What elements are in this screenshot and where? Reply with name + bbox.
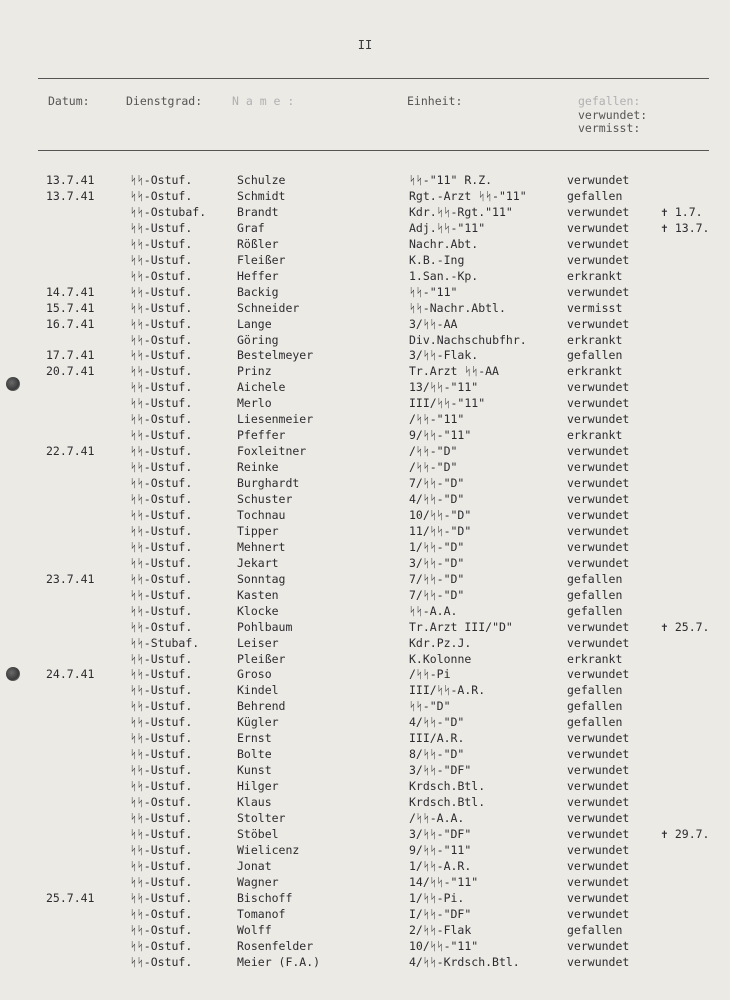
table-row xyxy=(0,285,730,300)
table-row xyxy=(0,253,730,268)
entry-status: erkrankt xyxy=(567,428,623,443)
entry-unit: III/A.R. xyxy=(409,731,465,746)
table-row xyxy=(0,237,730,252)
entry-status: verwundet xyxy=(567,252,630,267)
entry-rank: ᛋᛋ-Ostuf. xyxy=(130,938,193,953)
entry-rank: ᛋᛋ-Ostuf. xyxy=(130,906,193,921)
header-name: N a m e : xyxy=(232,94,295,108)
entry-unit: 3/ᛋᛋ-"DF" xyxy=(409,763,472,778)
entry-name: Backig xyxy=(237,284,279,299)
entry-rank: ᛋᛋ-Ustuf. xyxy=(130,348,193,363)
table-row xyxy=(0,859,730,874)
entry-rank: ᛋᛋ-Ustuf. xyxy=(130,731,193,746)
entry-unit: 4/ᛋᛋ-"D" xyxy=(409,492,465,506)
entry-name: Wielicenz xyxy=(237,842,300,857)
entry-unit: Tr.Arzt ᛋᛋ-AA xyxy=(409,364,499,379)
entry-name: Lange xyxy=(237,316,272,331)
entry-unit: 3/ᛋᛋ-"DF" xyxy=(409,826,472,841)
table-row xyxy=(0,763,730,778)
header-gefallen: gefallen: xyxy=(578,94,641,108)
entry-rank: ᛋᛋ-Ustuf. xyxy=(130,460,193,475)
table-row xyxy=(0,667,730,682)
entry-name: Schneider xyxy=(237,300,300,315)
entry-status: erkrankt xyxy=(567,332,623,347)
entry-name: Rößler xyxy=(237,236,279,251)
entry-unit: Kdr.Pz.J. xyxy=(409,635,472,650)
entry-status: verwundet xyxy=(567,444,630,459)
entry-unit: Rgt.-Arzt ᛋᛋ-"11" xyxy=(409,188,527,203)
entry-unit: I/ᛋᛋ-"DF" xyxy=(409,906,472,921)
entry-rank: ᛋᛋ-Ustuf. xyxy=(130,874,193,889)
entry-name: Kunst xyxy=(237,763,272,778)
entry-rank: ᛋᛋ-Ustuf. xyxy=(130,364,193,379)
entry-name: Fleißer xyxy=(237,252,286,267)
entry-unit: 1.San.-Kp. xyxy=(409,268,479,283)
entry-status: gefallen xyxy=(567,683,623,698)
entry-status: verwundet xyxy=(567,874,630,889)
entry-date: 22.7.41 xyxy=(46,444,95,459)
header-datum: Datum: xyxy=(48,94,90,108)
entry-unit: 9/ᛋᛋ-"11" xyxy=(409,842,472,857)
entry-status: verwundet xyxy=(567,906,630,921)
table-row xyxy=(0,556,730,571)
entry-rank: ᛋᛋ-Ustuf. xyxy=(130,811,193,825)
entry-unit: 1/ᛋᛋ-Pi. xyxy=(409,890,465,905)
entry-rank: ᛋᛋ-Ustuf. xyxy=(130,715,193,730)
entry-name: Kindel xyxy=(237,683,279,698)
entry-rank: ᛋᛋ-Ustuf. xyxy=(130,316,193,331)
entry-status: verwundet xyxy=(567,890,630,905)
entry-unit: III/ᛋᛋ-A.R. xyxy=(409,683,486,698)
entry-rank: ᛋᛋ-Ustuf. xyxy=(130,842,193,857)
table-row xyxy=(0,795,730,810)
entry-name: Jonat xyxy=(237,858,272,873)
entry-rank: ᛋᛋ-Ostuf. xyxy=(130,412,193,427)
entry-status: verwundet xyxy=(567,173,630,187)
entry-rank: ᛋᛋ-Ostuf. xyxy=(130,476,193,491)
table-row xyxy=(0,843,730,858)
entry-name: Göring xyxy=(237,332,279,347)
entry-unit: 10/ᛋᛋ-"11" xyxy=(409,938,479,953)
table-row xyxy=(0,604,730,619)
entry-status: verwundet xyxy=(567,826,630,841)
entry-name: Ernst xyxy=(237,731,272,746)
entry-rank: ᛋᛋ-Ostuf. xyxy=(130,922,193,937)
entry-name: Hilger xyxy=(237,779,279,794)
entry-status: verwundet xyxy=(567,539,630,554)
entry-rank: ᛋᛋ-Stubaf. xyxy=(130,635,200,650)
entry-name: Meier (F.A.) xyxy=(237,954,321,969)
entry-status: erkrankt xyxy=(567,268,623,283)
entry-unit: 3/ᛋᛋ-Flak. xyxy=(409,348,479,363)
entry-name: Klocke xyxy=(237,603,279,618)
entry-status: gefallen xyxy=(567,715,623,730)
entry-name: Schuster xyxy=(237,492,293,506)
entry-unit: /ᛋᛋ-"D" xyxy=(409,444,458,459)
table-row xyxy=(0,875,730,890)
entry-unit: 10/ᛋᛋ-"D" xyxy=(409,507,472,522)
entry-date: 25.7.41 xyxy=(46,890,95,905)
entry-name: Schmidt xyxy=(237,188,286,203)
entry-name: Bolte xyxy=(237,747,272,762)
table-row xyxy=(0,939,730,954)
table-row xyxy=(0,173,730,188)
entry-unit: ᛋᛋ-A.A. xyxy=(409,603,458,618)
entry-rank: ᛋᛋ-Ostuf. xyxy=(130,188,193,203)
entry-status: verwundet xyxy=(567,380,630,395)
entry-name: Foxleitner xyxy=(237,444,307,459)
entry-death-note: ✝ 1.7. xyxy=(661,204,703,219)
table-row xyxy=(0,955,730,970)
table-row xyxy=(0,731,730,746)
table-row xyxy=(0,699,730,714)
entry-name: Prinz xyxy=(237,364,272,379)
entry-rank: ᛋᛋ-Ustuf. xyxy=(130,699,193,714)
entry-name: Behrend xyxy=(237,699,286,714)
entry-death-note: ✝ 13.7. xyxy=(661,220,710,235)
entry-rank: ᛋᛋ-Ostuf. xyxy=(130,492,193,506)
entry-status: verwundet xyxy=(567,476,630,491)
entry-unit: ᛋᛋ-"11" R.Z. xyxy=(409,173,493,187)
entry-date: 17.7.41 xyxy=(46,348,95,363)
entry-status: verwundet xyxy=(567,460,630,475)
entry-status: gefallen xyxy=(567,188,623,203)
table-row xyxy=(0,205,730,220)
entry-rank: ᛋᛋ-Ustuf. xyxy=(130,763,193,778)
entry-name: Sonntag xyxy=(237,571,286,586)
entry-rank: ᛋᛋ-Ostuf. xyxy=(130,795,193,810)
table-row xyxy=(0,540,730,555)
entry-status: verwundet xyxy=(567,858,630,873)
table-row xyxy=(0,636,730,651)
entry-status: verwundet xyxy=(567,842,630,857)
entry-unit: Div.Nachschubfhr. xyxy=(409,332,527,347)
entry-status: verwundet xyxy=(567,316,630,331)
entry-name: Tipper xyxy=(237,523,279,538)
header-dienstgrad: Dienstgrad: xyxy=(126,94,203,108)
table-row xyxy=(0,779,730,794)
table-row xyxy=(0,348,730,363)
entry-status: verwundet xyxy=(567,811,630,825)
table-row xyxy=(0,444,730,459)
entry-status: gefallen xyxy=(567,587,623,602)
entry-unit: /ᛋᛋ-"D" xyxy=(409,460,458,475)
entry-name: Wolff xyxy=(237,922,272,937)
top-rule xyxy=(38,78,709,79)
entry-rank: ᛋᛋ-Ostuf. xyxy=(130,954,193,969)
punch-hole-bottom xyxy=(6,667,20,681)
entry-name: Pohlbaum xyxy=(237,619,293,634)
entry-name: Reinke xyxy=(237,460,279,475)
entry-status: gefallen xyxy=(567,922,623,937)
entry-rank: ᛋᛋ-Ustuf. xyxy=(130,396,193,411)
entry-status: verwundet xyxy=(567,236,630,251)
entry-status: verwundet xyxy=(567,396,630,411)
entry-status: verwundet xyxy=(567,204,630,219)
entry-name: Mehnert xyxy=(237,539,286,554)
entry-status: verwundet xyxy=(567,779,630,794)
entry-status: verwundet xyxy=(567,412,630,427)
table-row xyxy=(0,811,730,826)
table-row xyxy=(0,683,730,698)
entry-status: verwundet xyxy=(567,523,630,538)
entry-name: Pleißer xyxy=(237,651,286,666)
entry-date: 13.7.41 xyxy=(46,188,95,203)
entry-name: Schulze xyxy=(237,173,286,187)
table-row xyxy=(0,317,730,332)
entry-rank: ᛋᛋ-Ustuf. xyxy=(130,252,193,267)
entry-status: gefallen xyxy=(567,603,623,618)
entry-rank: ᛋᛋ-Ustuf. xyxy=(130,587,193,602)
entry-rank: ᛋᛋ-Ustuf. xyxy=(130,300,193,315)
entry-name: Aichele xyxy=(237,380,286,395)
entry-unit: K.Kolonne xyxy=(409,651,472,666)
entry-unit: 9/ᛋᛋ-"11" xyxy=(409,428,472,443)
entry-rank: ᛋᛋ-Ustuf. xyxy=(130,826,193,841)
entry-unit: /ᛋᛋ-"11" xyxy=(409,412,465,427)
entry-unit: 1/ᛋᛋ-A.R. xyxy=(409,858,472,873)
table-row xyxy=(0,508,730,523)
table-row xyxy=(0,460,730,475)
entry-unit: Krdsch.Btl. xyxy=(409,779,486,794)
table-row xyxy=(0,412,730,427)
entry-unit: 3/ᛋᛋ-AA xyxy=(409,316,458,331)
entry-unit: 7/ᛋᛋ-"D" xyxy=(409,587,465,602)
entry-unit: 7/ᛋᛋ-"D" xyxy=(409,571,465,586)
entry-unit: 1/ᛋᛋ-"D" xyxy=(409,539,465,554)
entry-unit: 4/ᛋᛋ-"D" xyxy=(409,715,465,730)
table-row xyxy=(0,364,730,379)
entry-name: Kasten xyxy=(237,587,279,602)
table-row xyxy=(0,428,730,443)
entry-unit: 13/ᛋᛋ-"11" xyxy=(409,380,479,395)
entry-rank: ᛋᛋ-Ustuf. xyxy=(130,523,193,538)
entry-rank: ᛋᛋ-Ustuf. xyxy=(130,555,193,570)
entry-name: Leiser xyxy=(237,635,279,650)
entry-rank: ᛋᛋ-Ustuf. xyxy=(130,603,193,618)
entry-date: 23.7.41 xyxy=(46,571,95,586)
table-row xyxy=(0,301,730,316)
entry-status: verwundet xyxy=(567,619,630,634)
entry-rank: ᛋᛋ-Ostuf. xyxy=(130,571,193,586)
page-number: II xyxy=(357,38,373,52)
entry-unit: ᛋᛋ-"11" xyxy=(409,284,458,299)
table-row xyxy=(0,652,730,667)
entry-name: Merlo xyxy=(237,396,272,411)
entry-unit: 8/ᛋᛋ-"D" xyxy=(409,747,465,762)
entry-rank: ᛋᛋ-Ustuf. xyxy=(130,380,193,395)
entry-status: gefallen xyxy=(567,348,623,363)
table-row xyxy=(0,189,730,204)
entry-date: 16.7.41 xyxy=(46,316,95,331)
table-row xyxy=(0,907,730,922)
entry-death-note: ✝ 29.7. xyxy=(661,826,710,841)
entry-name: Kügler xyxy=(237,715,279,730)
entry-name: Brandt xyxy=(237,204,279,219)
entry-date: 24.7.41 xyxy=(46,667,95,682)
entry-unit: Kdr.ᛋᛋ-Rgt."11" xyxy=(409,204,513,219)
table-row xyxy=(0,827,730,842)
table-row xyxy=(0,333,730,348)
table-row xyxy=(0,396,730,411)
entry-unit: 11/ᛋᛋ-"D" xyxy=(409,523,472,538)
entry-rank: ᛋᛋ-Ustuf. xyxy=(130,683,193,698)
entry-unit: 3/ᛋᛋ-"D" xyxy=(409,555,465,570)
entry-rank: ᛋᛋ-Ustuf. xyxy=(130,651,193,666)
entry-rank: ᛋᛋ-Ustuf. xyxy=(130,667,193,682)
entry-name: Stöbel xyxy=(237,826,279,841)
entry-rank: ᛋᛋ-Ustuf. xyxy=(130,507,193,522)
entry-unit: /ᛋᛋ-Pi xyxy=(409,667,451,682)
table-row xyxy=(0,747,730,762)
entry-name: Liesenmeier xyxy=(237,412,314,427)
entry-name: Klaus xyxy=(237,795,272,810)
entry-name: Jekart xyxy=(237,555,279,570)
entry-name: Pfeffer xyxy=(237,428,286,443)
table-row xyxy=(0,588,730,603)
entry-name: Graf xyxy=(237,220,265,235)
entry-date: 13.7.41 xyxy=(46,173,95,187)
entry-unit: 2/ᛋᛋ-Flak xyxy=(409,922,472,937)
entry-rank: ᛋᛋ-Ustuf. xyxy=(130,428,193,443)
entry-unit: /ᛋᛋ-A.A. xyxy=(409,811,465,825)
entry-status: verwundet xyxy=(567,492,630,506)
entry-unit: 7/ᛋᛋ-"D" xyxy=(409,476,465,491)
entry-rank: ᛋᛋ-Ustuf. xyxy=(130,444,193,459)
entry-unit: 14/ᛋᛋ-"11" xyxy=(409,874,479,889)
header-status-list xyxy=(578,95,647,136)
table-row xyxy=(0,923,730,938)
entry-rank: ᛋᛋ-Ostuf. xyxy=(130,173,193,187)
entry-status: gefallen xyxy=(567,699,623,714)
entry-name: Bestelmeyer xyxy=(237,348,314,363)
entry-date: 15.7.41 xyxy=(46,300,95,315)
entry-name: Burghardt xyxy=(237,476,300,491)
entry-rank: ᛋᛋ-Ostuf. xyxy=(130,619,193,634)
entry-status: verwundet xyxy=(567,954,630,969)
header-verwundet: verwundet: xyxy=(578,107,648,122)
table-row xyxy=(0,715,730,730)
table-row xyxy=(0,620,730,635)
table-row xyxy=(0,891,730,906)
entry-name: Rosenfelder xyxy=(237,938,314,953)
entry-status: verwundet xyxy=(567,667,630,682)
entry-rank: ᛋᛋ-Ustuf. xyxy=(130,747,193,762)
table-row xyxy=(0,572,730,587)
entry-name: Tochnau xyxy=(237,507,286,522)
entry-status: gefallen xyxy=(567,571,623,586)
entry-unit: Krdsch.Btl. xyxy=(409,795,486,810)
entry-unit: III/ᛋᛋ-"11" xyxy=(409,396,486,411)
entry-name: Stolter xyxy=(237,811,286,825)
entry-unit: ᛋᛋ-Nachr.Abtl. xyxy=(409,300,506,315)
table-row xyxy=(0,476,730,491)
header-einheit: Einheit: xyxy=(407,94,463,108)
entry-unit: K.B.-Ing xyxy=(409,252,465,267)
entry-status: verwundet xyxy=(567,938,630,953)
entry-status: verwundet xyxy=(567,795,630,810)
header-rule xyxy=(38,150,709,151)
entry-status: verwundet xyxy=(567,284,630,299)
entry-rank: ᛋᛋ-Ustuf. xyxy=(130,858,193,873)
entry-unit: Adj.ᛋᛋ-"11" xyxy=(409,220,486,235)
entry-unit: Tr.Arzt III/"D" xyxy=(409,619,513,634)
table-row xyxy=(0,380,730,395)
entry-name: Bischoff xyxy=(237,890,293,905)
entry-rank: ᛋᛋ-Ustuf. xyxy=(130,779,193,794)
entry-status: verwundet xyxy=(567,555,630,570)
entry-status: verwundet xyxy=(567,747,630,762)
table-row xyxy=(0,269,730,284)
entry-date: 20.7.41 xyxy=(46,364,95,379)
entry-name: Tomanof xyxy=(237,906,286,921)
entry-status: verwundet xyxy=(567,763,630,778)
table-row xyxy=(0,492,730,507)
entry-date: 14.7.41 xyxy=(46,284,95,299)
entry-unit: Nachr.Abt. xyxy=(409,236,479,251)
entry-rank: ᛋᛋ-Ostuf. xyxy=(130,332,193,347)
entry-rank: ᛋᛋ-Ustuf. xyxy=(130,539,193,554)
entry-status: verwundet xyxy=(567,731,630,746)
entry-unit: ᛋᛋ-"D" xyxy=(409,699,451,714)
entry-status: verwundet xyxy=(567,507,630,522)
entry-unit: 4/ᛋᛋ-Krdsch.Btl. xyxy=(409,954,520,969)
entry-rank: ᛋᛋ-Ostuf. xyxy=(130,268,193,283)
entry-status: erkrankt xyxy=(567,651,623,666)
entry-status: vermisst xyxy=(567,300,623,315)
entry-name: Wagner xyxy=(237,874,279,889)
entry-rank: ᛋᛋ-Ustuf. xyxy=(130,220,193,235)
table-row xyxy=(0,524,730,539)
entry-death-note: ✝ 25.7. xyxy=(661,619,710,634)
entry-rank: ᛋᛋ-Ostubaf. xyxy=(130,204,207,219)
entry-rank: ᛋᛋ-Ustuf. xyxy=(130,236,193,251)
entry-status: verwundet xyxy=(567,220,630,235)
entry-name: Heffer xyxy=(237,268,279,283)
entry-name: Groso xyxy=(237,667,272,682)
table-row xyxy=(0,221,730,236)
punch-hole-top xyxy=(6,377,20,391)
entry-status: verwundet xyxy=(567,635,630,650)
header-vermisst: vermisst: xyxy=(578,121,641,135)
entry-status: erkrankt xyxy=(567,364,623,379)
entry-rank: ᛋᛋ-Ustuf. xyxy=(130,890,193,905)
entry-rank: ᛋᛋ-Ustuf. xyxy=(130,284,193,299)
